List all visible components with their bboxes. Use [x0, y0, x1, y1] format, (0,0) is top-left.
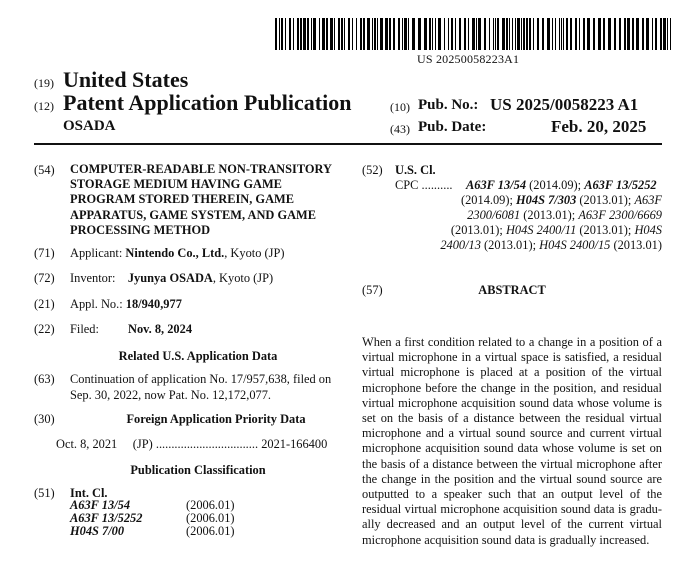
barcode-bar [424, 18, 427, 50]
barcode-bar [506, 18, 508, 50]
barcode-bar [402, 18, 403, 50]
barcode-bar [598, 18, 601, 50]
barcode-bar [561, 18, 562, 50]
barcode-bar [660, 18, 662, 50]
int-cl-label: Int. Cl. [70, 486, 108, 500]
pub-date-label: Pub. Date: [418, 119, 487, 135]
barcode-bar [338, 18, 340, 50]
barcode-bar [502, 18, 505, 50]
barcode-bar [559, 18, 560, 50]
barcode-bar [344, 18, 345, 50]
barcode-bar [372, 18, 373, 50]
us-cl-label: U.S. Cl. [395, 163, 436, 177]
inid-code-54: (54) [34, 163, 55, 177]
filed-label: Filed: [70, 322, 99, 336]
barcode-bar [444, 18, 445, 50]
barcode-bar [646, 18, 649, 50]
publication-classification-heading: Publication Classification [130, 463, 266, 477]
abstract-line: ally decreased and an output level of the current virtual [362, 517, 662, 532]
barcode-bar [529, 18, 531, 50]
barcode-bar [435, 18, 436, 50]
continuation-data: Continuation of application No. 17/957,638, filed on Sep. 30, 2022, now Pat. No. 12,172,077. [70, 372, 332, 402]
abstract-line: microphone acquisition sound data is gradually increased. [362, 532, 650, 547]
abstract-line: microphone and a virtual sound source and current virtual [362, 426, 662, 441]
barcode-bar [404, 18, 407, 50]
inid-code-63: (63) [34, 372, 55, 386]
barcode-bar [512, 18, 513, 50]
barcode-bar [341, 18, 343, 50]
barcode-bar [311, 18, 312, 50]
barcode-bar [285, 18, 286, 50]
inid-code-21: (21) [34, 297, 55, 311]
barcode-bar [464, 18, 466, 50]
abstract-line: the basis of a distance between the virtual microphone after [362, 456, 662, 471]
document-type: Patent Application Publication [63, 90, 352, 115]
barcode-bar [547, 18, 550, 50]
barcode-bar [570, 18, 572, 50]
barcode-bar [636, 18, 639, 50]
abstract-heading: ABSTRACT [478, 283, 546, 297]
int-cl-classes: A63F 13/54 A63F 13/5252 H04S 7/00 [70, 498, 143, 538]
barcode-bar [489, 18, 490, 50]
abstract-line: set on the basis of a distance between the residual virtual [362, 411, 662, 426]
barcode-bar [360, 18, 362, 50]
filed-date: Nov. 8, 2024 [128, 322, 193, 336]
abstract-line: virtual microphone is placed at a position of the virtual [362, 365, 662, 380]
foreign-priority-entry: Oct. 8, 2021 (JP) ................................. 2021-166400 [56, 437, 328, 451]
barcode-bar [476, 18, 477, 50]
barcode-bar [289, 18, 291, 50]
pub-no: US 2025/0058223 A1 [490, 95, 639, 114]
inid-code-71: (71) [34, 246, 55, 260]
barcode-bar [624, 18, 626, 50]
barcode-bar [412, 18, 415, 50]
inventor-short: OSADA [63, 118, 116, 134]
barcode-bar [517, 18, 520, 50]
abstract-line: virtual microphone in a virtual space is satisfied, a residual [362, 350, 662, 365]
barcode-bar [448, 18, 449, 50]
barcode-bar [593, 18, 595, 50]
related-application-heading: Related U.S. Application Data [118, 349, 278, 363]
cpc-label: CPC .......... [395, 178, 453, 192]
barcode-bar [429, 18, 431, 50]
barcode-bar [322, 18, 325, 50]
barcode-bar [587, 18, 590, 50]
cpc-line-4: (2013.01); H04S 2400/11 (2013.01); H04S [450, 223, 662, 237]
barcode-bar [608, 18, 611, 50]
inid-code-19: (19) [34, 76, 54, 90]
barcode-bar [495, 18, 496, 50]
abstract-line: microphone acquisition sound data whose volume is set on [362, 441, 662, 456]
barcode-bar [385, 18, 388, 50]
inid-code-57: (57) [362, 283, 383, 297]
barcode-bar [275, 18, 277, 50]
barcode-bar [515, 18, 516, 50]
barcode-bar [521, 18, 522, 50]
barcode-bar [334, 18, 335, 50]
abstract-line: residual virtual microphone acquisition sound data is gradu- [362, 502, 662, 517]
barcode-number: US 20250058223A1 [417, 52, 520, 66]
barcode-bar [478, 18, 481, 50]
barcode-bar [326, 18, 328, 50]
barcode-bar [279, 18, 280, 50]
barcode-bar [627, 18, 630, 50]
abstract-line: virtual microphone acquisition sound data whose volume is [362, 395, 662, 410]
barcode-bar [300, 18, 302, 50]
barcode-bar [352, 18, 353, 50]
barcode-bar [497, 18, 499, 50]
inventor: Inventor: Jyunya OSADA, Kyoto (JP) [70, 271, 274, 285]
pub-date: Feb. 20, 2025 [551, 117, 647, 136]
barcode-bar [348, 18, 350, 50]
barcode-bar [652, 18, 653, 50]
barcode-bar [552, 18, 553, 50]
barcode-bar [542, 18, 544, 50]
barcode-bar [575, 18, 577, 50]
barcode-bar [398, 18, 400, 50]
barcode-bar [663, 18, 666, 50]
barcode-bar [389, 18, 391, 50]
applicant: Applicant: Nintendo Co., Ltd., Kyoto (JP) [70, 246, 285, 260]
abstract-line: the change in the position and the virtual sound source are [362, 471, 662, 486]
barcode-bar [566, 18, 568, 50]
barcode-bar [367, 18, 370, 50]
inid-code-10: (10) [390, 100, 410, 114]
barcode-bar [563, 18, 564, 50]
inid-code-72: (72) [34, 271, 55, 285]
barcode-bar [537, 18, 539, 50]
header-rule [34, 143, 662, 145]
abstract-line: microphone before the change in the position, and residual [362, 380, 662, 395]
barcode-bar [293, 18, 294, 50]
barcode-bar [509, 18, 510, 50]
pub-no-label: Pub. No.: [418, 97, 479, 113]
abstract-text [362, 335, 662, 548]
barcode-bar [374, 18, 376, 50]
int-cl-versions: (2006.01) (2006.01) (2006.01) [186, 498, 235, 538]
inid-code-30: (30) [34, 412, 55, 426]
barcode-bar [455, 18, 456, 50]
barcode-bar [356, 18, 357, 50]
country-name: United States [63, 67, 189, 92]
barcode-bar [583, 18, 585, 50]
barcode-bar [313, 18, 316, 50]
barcode-bar [297, 18, 299, 50]
barcode-bar [459, 18, 461, 50]
inid-code-43: (43) [390, 122, 410, 136]
inid-code-12: (12) [34, 99, 54, 113]
cpc-line-5: 2400/13 (2013.01); H04S 2400/15 (2013.01) [440, 238, 662, 252]
barcode-bar [468, 18, 469, 50]
barcode-bar [614, 18, 616, 50]
barcode-bar [619, 18, 621, 50]
barcode-bar [670, 18, 671, 50]
barcode-bar [319, 18, 320, 50]
inid-code-51: (51) [34, 486, 55, 500]
inid-code-52: (52) [362, 163, 383, 177]
barcode-bar [377, 18, 378, 50]
barcode-bar [307, 18, 309, 50]
barcode-bar [632, 18, 634, 50]
cpc-line-1: A63F 13/54 (2014.09); A63F 13/5252 [466, 178, 657, 192]
barcode-bar [393, 18, 395, 50]
barcode-bar [603, 18, 605, 50]
barcode-bar [438, 18, 441, 50]
barcode-bar [472, 18, 475, 50]
barcode-bar [533, 18, 534, 50]
inid-code-22: (22) [34, 322, 55, 336]
barcode-bar [432, 18, 433, 50]
barcode-bar [484, 18, 486, 50]
barcode-bar [642, 18, 644, 50]
barcode-bar [408, 18, 409, 50]
application-number: Appl. No.: 18/940,977 [70, 297, 182, 311]
barcode-bar [667, 18, 668, 50]
barcode-bar [451, 18, 453, 50]
cpc-line-2: (2014.09); H04S 7/303 (2013.01); A63F [460, 193, 662, 207]
abstract-line: outputted to a speaker such that an output level of the [362, 487, 662, 502]
barcode-bar [380, 18, 383, 50]
cpc-line-3: 2300/6081 (2013.01); A63F 2300/6669 [467, 208, 662, 222]
foreign-priority-heading: Foreign Application Priority Data [126, 412, 306, 426]
barcode-bar [579, 18, 580, 50]
barcode-bar [330, 18, 333, 50]
barcode [275, 18, 674, 50]
barcode-bar [281, 18, 283, 50]
barcode-bar [526, 18, 528, 50]
barcode-bar [555, 18, 556, 50]
barcode-bar [418, 18, 421, 50]
barcode-bar [493, 18, 494, 50]
barcode-bar [363, 18, 365, 50]
invention-title: COMPUTER-READABLE NON-TRANSITORY STORAGE MEDIUM HAVING GAME PROGRAM STORED THEREIN, GAME APPARATUS, GAME SYSTEM, AND GAME PROCESSING METHOD [70, 162, 332, 237]
barcode-bar [655, 18, 657, 50]
barcode-bar [523, 18, 525, 50]
abstract-line: When a first condition related to a change in a position of a [362, 335, 662, 349]
barcode-bar [303, 18, 306, 50]
